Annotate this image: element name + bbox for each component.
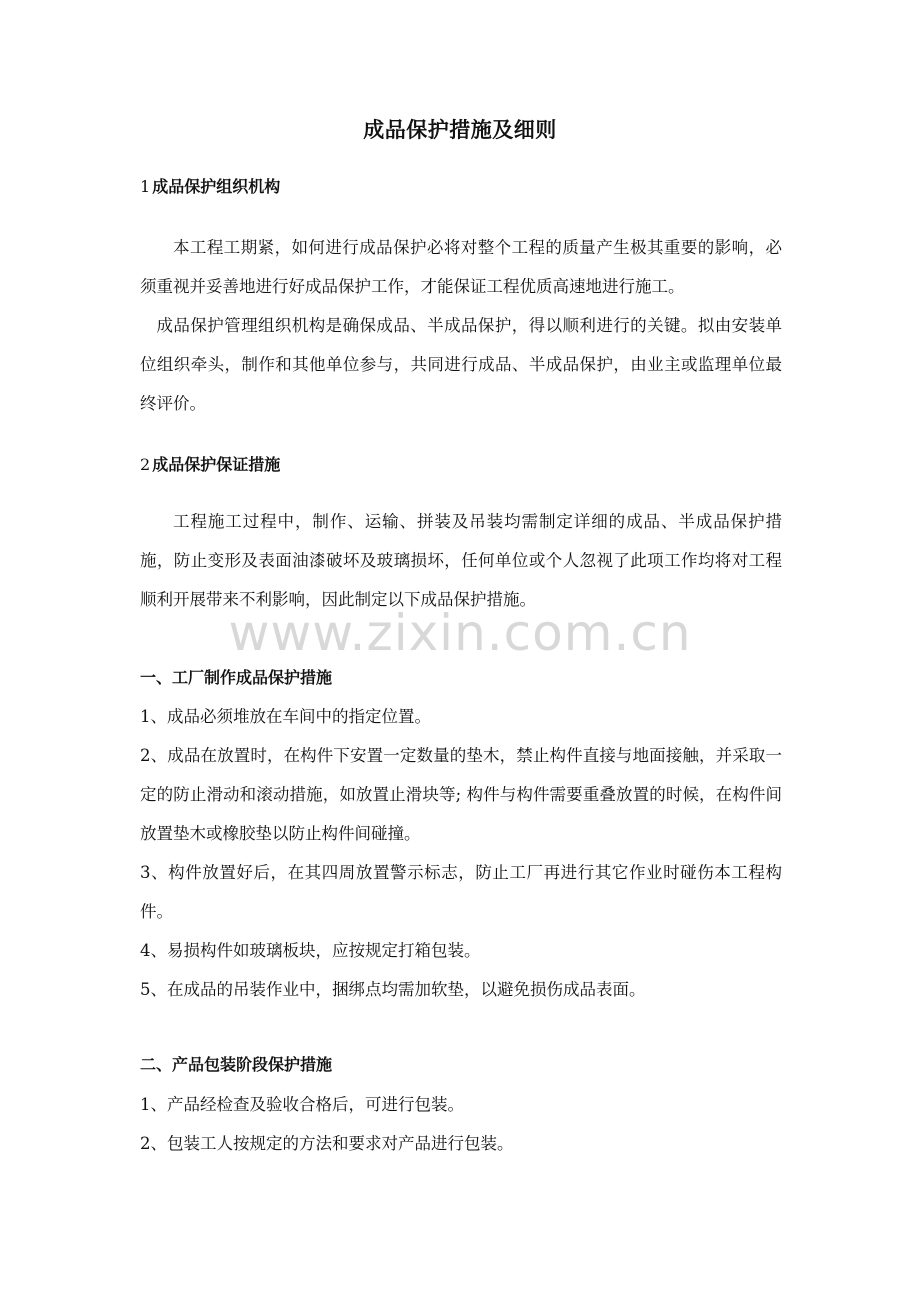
section-heading-3: 一、工厂制作成品保护措施 [140,668,333,687]
list-item: 1、产品经检查及验收合格后，可进行包装。 [140,1095,464,1114]
watermark: www.zixin.com.cn [228,604,692,662]
section-title: 成品保护组织机构 [152,177,281,196]
section-number: 1 [140,177,151,196]
section-number: 2 [140,455,151,474]
document-title: 成品保护措施及细则 [363,118,557,142]
list-item: 2、包装工人按规定的方法和要求对产品进行包装。 [140,1134,514,1153]
section-heading-2 [140,452,280,475]
paragraph-3: 工程施工过程中，制作、运输、拼装及吊装均需制定详细的成品、半成品保护措施，防止变形及表面油漆破坏及玻璃损坏，任何单位或个人忽视了此项工作均将对工程顺利开展带来不利影响，因此制定以下成品保护措施。 [140,512,782,609]
section-heading-1 [140,174,280,197]
paragraph-1: 本工程工期紧，如何进行成品保护必将对整个工程的质量产生极其重要的影响，必须重视并妥善地进行好成品保护工作，才能保证工程优质高速地进行施工。 [140,238,782,296]
section-title: 成品保护保证措施 [152,455,281,474]
section-heading-4: 二、产品包装阶段保护措施 [140,1055,333,1074]
list-item: 3、构件放置好后，在其四周放置警示标志，防止工厂再进行其它作业时碰伤本工程构件。 [140,863,782,921]
list-item: 4、易损构件如玻璃板块，应按规定打箱包装。 [140,941,481,960]
list-item: 1、成品必须堆放在车间中的指定位置。 [140,707,431,726]
list-item: 2、成品在放置时，在构件下安置一定数量的垫木，禁止构件直接与地面接触，并采取一定的防止滑动和滚动措施，如放置止滑块等; 构件与构件需要重叠放置的时候，在构件间放置垫木或橡胶垫以防止构件间碰撞。 [140,746,782,843]
list-item: 5、在成品的吊装作业中，捆绑点均需加软垫，以避免损伤成品表面。 [140,980,646,999]
paragraph-2: 成品保护管理组织机构是确保成品、半成品保护，得以顺利进行的关键。拟由安装单位组织牵头，制作和其他单位参与，共同进行成品、半成品保护，由业主或监理单位最终评价。 [140,316,782,413]
